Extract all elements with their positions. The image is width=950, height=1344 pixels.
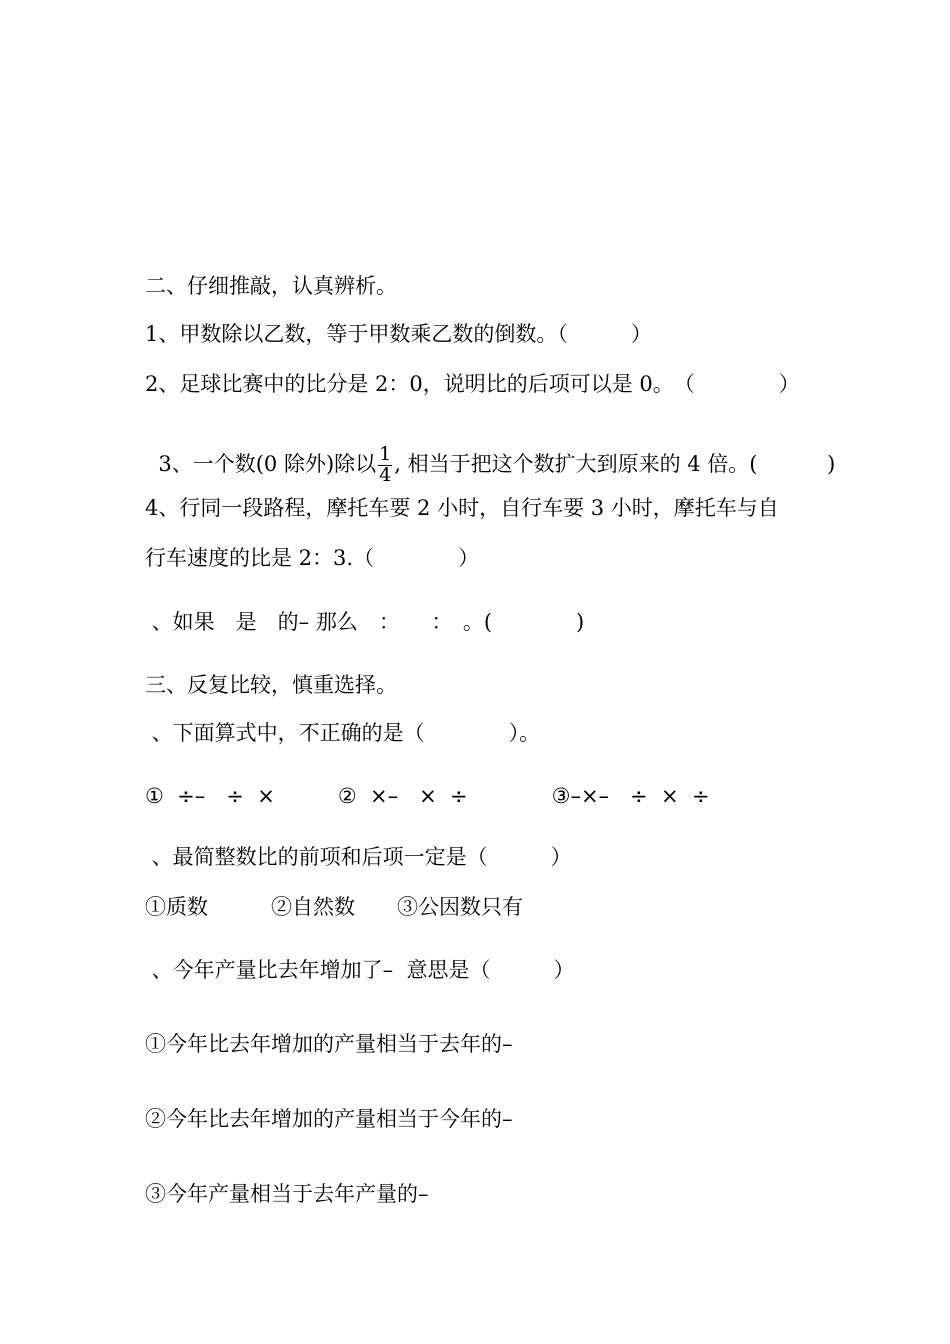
section2-question-4-line-2: 行车速度的比是 2：3.（ ） (145, 546, 480, 570)
section3-question-3-option-1: ①今年比去年增加的产量相当于去年的– (145, 1032, 513, 1056)
section2-question-3 (145, 424, 835, 486)
section3-question-3-option-3: ③今年产量相当于去年产量的– (145, 1182, 429, 1206)
section2-question-1: 1、甲数除以乙数，等于甲数乘乙数的倒数。（ ） (145, 322, 652, 346)
section2-question-2: 2、足球比赛中的比分是 2：0，说明比的后项可以是 0。 （ ） (145, 372, 800, 396)
section2-question-4-line-1: 4、行同一段路程，摩托车要 2 小时，自行车要 3 小时，摩托车与自 (145, 496, 779, 520)
section2-heading: 二、仔细推敲，认真辨析。 (145, 274, 397, 298)
section3-heading: 三、反复比较，慎重选择。 (145, 673, 397, 697)
section3-question-3-option-2: ②今年比去年增加的产量相当于今年的– (145, 1107, 513, 1131)
section3-question-1: 、下面算式中，不正确的是（ ）。 (145, 721, 541, 745)
section3-question-3: 、今年产量比去年增加了– 意思是（ ） (145, 958, 575, 982)
fraction-one-quarter (378, 445, 392, 486)
section3-question-1-options: ① ÷– ÷ × ② ×– × ÷ ③–×– ÷ × ÷ (145, 784, 710, 808)
fraction-denominator: 4 (379, 463, 392, 486)
q3-text-after: , 相当于把这个数扩大到原来的 4 倍。( ) (394, 451, 836, 476)
section3-question-2-options: ①质数 ②自然数 ③公因数只有 (145, 895, 523, 919)
section3-question-2: 、最简整数比的前项和后项一定是（ ） (145, 845, 572, 869)
section2-question-5: 、如果 是 的– 那么 ： ： 。( ) (145, 610, 585, 634)
fraction-numerator: 1 (379, 443, 392, 465)
q3-text-before: 3、一个数(0 除外)除以 (158, 451, 377, 476)
